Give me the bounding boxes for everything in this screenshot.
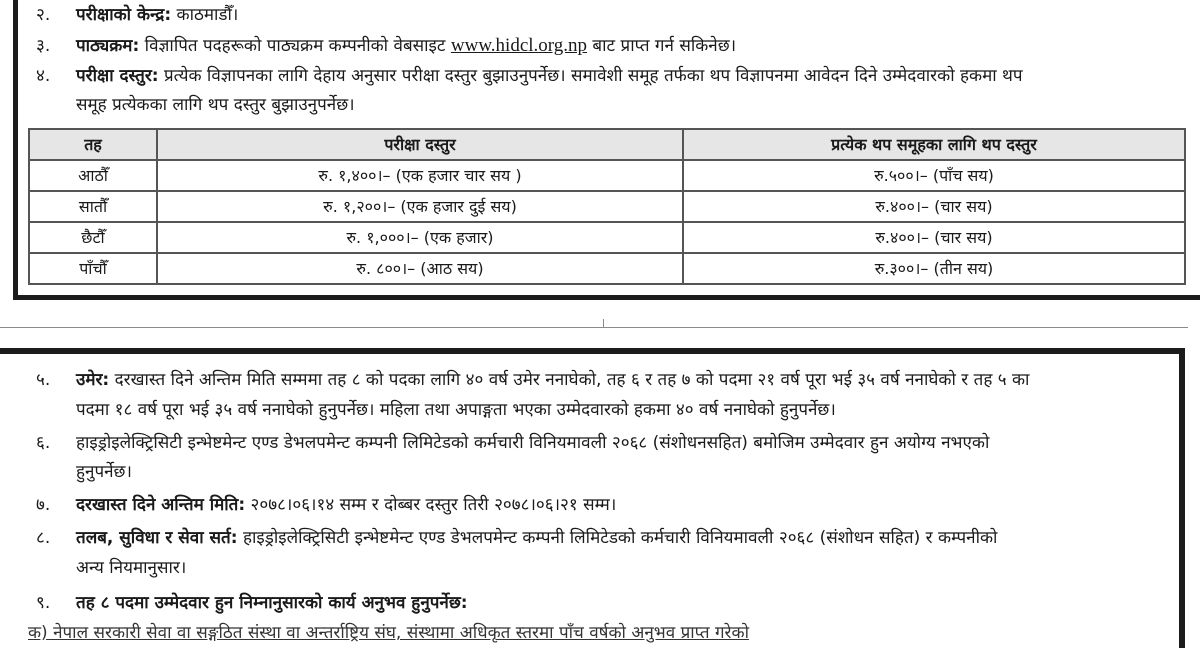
cell-level: आठौँ <box>29 160 157 191</box>
item-text: हाइड्रोइलेक्ट्रिसिटी इन्भेष्टमेन्ट एण्ड डेभलपमेन्ट कम्पनी लिमिटेडको कर्मचारी विनियमावली २०६८ (संशोधन सहित) र कम्पनीको <box>237 528 998 548</box>
item-exam-center <box>36 4 238 26</box>
item-label: पाठ्यक्रम: <box>76 36 140 56</box>
item-salary-terms <box>36 527 997 549</box>
item-number: ६. <box>36 433 51 453</box>
item-exam-fee <box>36 65 1023 87</box>
item-number: ७. <box>36 495 51 515</box>
table-header-row <box>29 129 1185 160</box>
item-number: ४. <box>36 66 51 86</box>
cell-additional-fee: रु.५००।– (पाँच सय) <box>683 160 1185 191</box>
fee-table <box>28 128 1186 285</box>
item-text: २०७८।०६।१४ सम्म र दोब्बर दस्तुर तिरी २०७८।०६।२१ सम्म। <box>245 495 617 515</box>
item-number: ८. <box>36 528 51 548</box>
website-link[interactable]: www.hidcl.org.np <box>450 35 588 56</box>
item-number: ५. <box>36 370 51 390</box>
item-number: ९. <box>36 593 51 613</box>
item-experience <box>36 592 468 614</box>
cell-level: सातौँ <box>29 191 157 222</box>
cell-exam-fee: रु. १,४००।– (एक हजार चार सय ) <box>157 160 683 191</box>
item-label: दरखास्त दिने अन्तिम मिति: <box>76 495 246 515</box>
item-syllabus <box>36 35 736 57</box>
item-label: परीक्षाको केन्द्र: <box>76 5 172 25</box>
item-label: तलब, सुविधा र सेवा सर्त: <box>76 528 238 548</box>
cell-level: छैटौँ <box>29 222 157 253</box>
item-exam-fee-cont: समूह प्रत्येकका लागि थप दस्तुर बुझाउनुपर्नेछ। <box>76 95 355 115</box>
cell-level: पाँचौँ <box>29 253 157 284</box>
cell-exam-fee: रु. ८००।– (आठ सय) <box>157 253 683 284</box>
item-age <box>36 369 1029 391</box>
cell-additional-fee: रु.४००।– (चार सय) <box>683 222 1185 253</box>
item-text: विज्ञापित पदहरूको पाठ्यक्रम कम्पनीको वेबसाइट <box>139 36 451 56</box>
item-text: दरखास्त दिने अन्तिम मिति सम्ममा तह ८ को पदका लागि ४० वर्ष उमेर ननाघेको, तह ६ र तह ७ को पदमा २१ वर्ष पूरा भई ३५ वर्ष ननाघेको र तह ५ का <box>109 370 1030 390</box>
item-label: परीक्षा दस्तुर: <box>76 66 159 86</box>
item-label: उमेर: <box>76 370 110 390</box>
cell-exam-fee: रु. १,०००।– (एक हजार) <box>157 222 683 253</box>
item-text-after: बाट प्राप्त गर्न सकिनेछ। <box>587 36 737 56</box>
table-row <box>29 253 1185 284</box>
item-text: हाइड्रोइलेक्ट्रिसिटी इन्भेष्टमेन्ट एण्ड डेभलपमेन्ट कम्पनी लिमिटेडको कर्मचारी विनियमावली २०६८ (संशोधनसहित) बमोजिम उम्मेदवार हुन अयोग्य नभएको <box>76 433 990 453</box>
header-additional-fee: प्रत्येक थप समूहका लागि थप दस्तुर <box>683 129 1185 160</box>
cell-additional-fee: रु.४००।– (चार सय) <box>683 191 1185 222</box>
table-row <box>29 191 1185 222</box>
item-number: २. <box>36 5 51 25</box>
item-number: ३. <box>36 36 51 56</box>
table-row <box>29 222 1185 253</box>
item-eligibility <box>36 432 989 454</box>
cell-additional-fee: रु.३००।– (तीन सय) <box>683 253 1185 284</box>
item-eligibility-cont: हुनुपर्नेछ। <box>76 462 132 482</box>
item-text: प्रत्येक विज्ञापनका लागि देहाय अनुसार परीक्षा दस्तुर बुझाउनुपर्नेछ। समावेशी समूह तर्फका थप विज्ञापनमा आवेदन दिने उम्मेदवारको हकमा थप <box>158 66 1023 86</box>
page-divider <box>0 327 1188 328</box>
item-deadline <box>36 494 616 516</box>
item-age-cont: पदमा १८ वर्ष पूरा भई ३५ वर्ष ननाघेको हुनुपर्नेछ। महिला तथा अपाङ्गता भएका उम्मेदवारको हकमा ४० वर्ष ननाघेको हुनुपर्नेछ। <box>76 400 836 420</box>
table-row <box>29 160 1185 191</box>
item-text: काठमाडौँ। <box>171 5 239 25</box>
item-label: तह ८ पदमा उम्मेदवार हुन निम्नानुसारको कार्य अनुभव हुनुपर्नेछ: <box>76 593 468 613</box>
cell-exam-fee: रु. १,२००।– (एक हजार दुई सय) <box>157 191 683 222</box>
divider-tick <box>603 319 604 328</box>
header-exam-fee: परीक्षा दस्तुर <box>157 129 683 160</box>
item-salary-terms-cont: अन्य नियमानुसार। <box>76 558 187 578</box>
cutoff-subitem: क) नेपाल सरकारी सेवा वा सङ्गठित संस्था वा अन्तर्राष्ट्रिय संघ, संस्थामा अधिकृत स्तरमा पाँच वर्षको अनुभव प्राप्त गरेको <box>28 623 749 643</box>
header-level: तह <box>29 129 157 160</box>
